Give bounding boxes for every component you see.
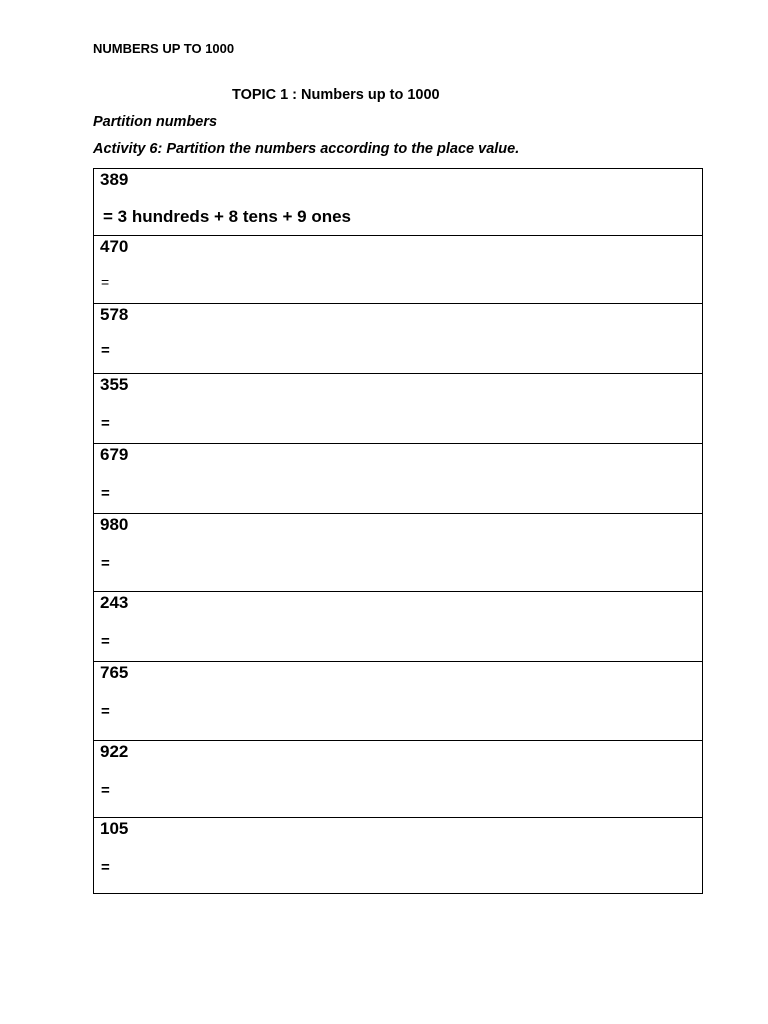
row-number: 679 — [100, 445, 129, 464]
table-cell — [94, 304, 703, 374]
partition-table — [93, 168, 703, 894]
example-answer: = 3 hundreds + 8 tens + 9 ones — [103, 207, 352, 226]
table-row — [94, 169, 703, 236]
table-cell — [94, 374, 703, 444]
answer-blank[interactable]: = — [101, 415, 110, 432]
row-number: 470 — [100, 237, 129, 256]
row-number: 355 — [100, 375, 129, 394]
row-number: 980 — [100, 515, 129, 534]
row-number: 243 — [100, 593, 129, 612]
table-row — [94, 374, 703, 444]
table-row — [94, 818, 703, 894]
row-number: 105 — [100, 819, 129, 838]
row-number: 765 — [100, 663, 129, 682]
row-number: 578 — [100, 305, 129, 324]
table-cell — [94, 592, 703, 662]
table-row — [94, 444, 703, 514]
table-cell — [94, 514, 703, 592]
table-cell — [94, 444, 703, 514]
row-number: 922 — [100, 742, 129, 761]
answer-blank[interactable]: = — [101, 555, 110, 572]
answer-blank[interactable]: = — [101, 633, 110, 650]
table-cell — [94, 236, 703, 304]
answer-blank[interactable]: = — [101, 782, 110, 799]
table-row — [94, 514, 703, 592]
topic-title: TOPIC 1 : Numbers up to 1000 — [232, 87, 440, 103]
answer-blank[interactable]: = — [101, 274, 110, 290]
table-row — [94, 592, 703, 662]
table-row — [94, 304, 703, 374]
row-number: 389 — [100, 170, 129, 189]
table-cell — [94, 662, 703, 741]
page-header: NUMBERS UP TO 1000 — [93, 41, 235, 56]
activity-instructions: Activity 6: Partition the numbers according to the place value. — [93, 141, 520, 157]
table-row — [94, 662, 703, 741]
table-cell — [94, 741, 703, 818]
table-row — [94, 236, 703, 304]
answer-blank[interactable]: = — [101, 485, 110, 502]
table-cell — [94, 818, 703, 894]
answer-blank[interactable]: = — [101, 859, 110, 876]
table-cell — [94, 169, 703, 236]
answer-blank[interactable]: = — [101, 342, 110, 359]
section-subtitle: Partition numbers — [93, 114, 218, 130]
table-row — [94, 741, 703, 818]
answer-blank[interactable]: = — [101, 703, 110, 720]
